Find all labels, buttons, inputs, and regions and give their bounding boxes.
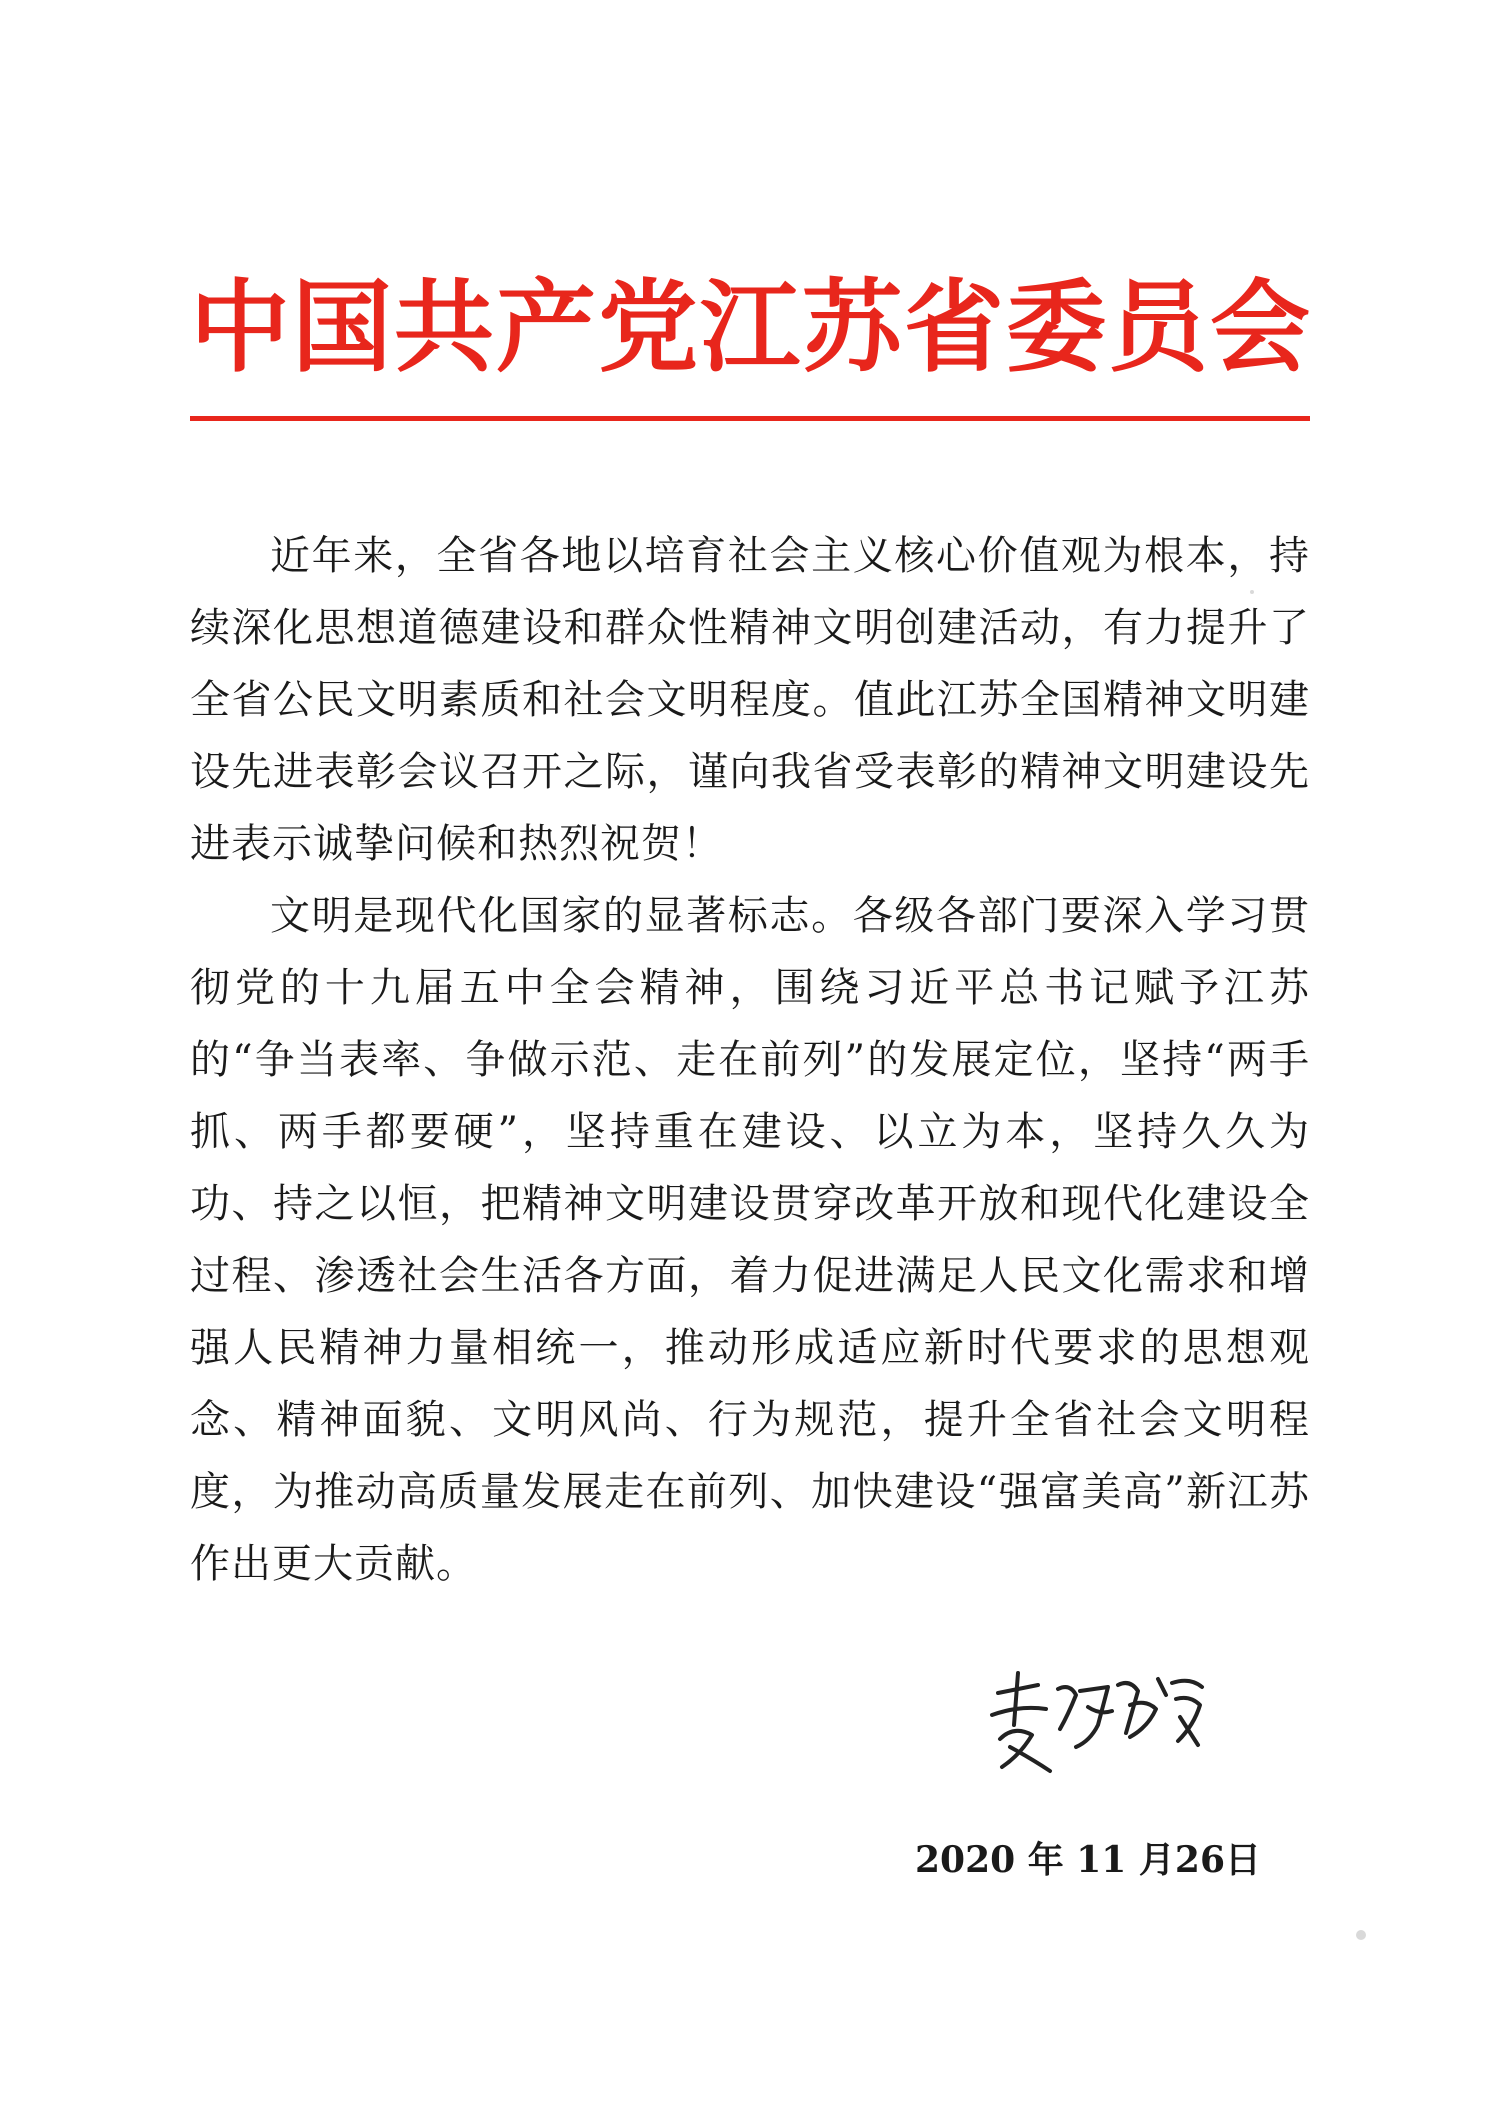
scan-speck [1356,1930,1366,1940]
handwritten-signature-icon [980,1655,1210,1785]
signature-date: 2020 年 11 月26日 [915,1839,1261,1881]
scan-speck [1250,590,1254,594]
letterhead-red-rule [190,416,1310,421]
paragraph-2: 文明是现代化国家的显著标志。各级各部门要深入学习贯彻党的十九届五中全会精神，围绕习近平总书记赋予江苏的“争当表率、争做示范、走在前列”的发展定位，坚持“两手抓、两手都要硬”，坚持重在建设、以立为本，坚持久久为功、持之以恒，把精神文明建设贯穿改革开放和现代化建设全过程、渗透社会生活各方面，着力促进满足人民文化需求和增强人民精神力量相统一，推动形成适应新时代要求的思想观念、精神面貌、文明风尚、行为规范，提升全省社会文明程度，为推动高质量发展走在前列、加快建设“强富美高”新江苏作出更大贡献。 [190,893,1310,1587]
paragraph-1: 近年来，全省各地以培育社会主义核心价值观为根本，持续深化思想道德建设和群众性精神文明创建活动，有力提升了全省公民文明素质和社会文明程度。值此江苏全国精神文明建设先进表彰会议召开之际，谨向我省受表彰的精神文明建设先进表示诚挚问候和热烈祝贺！ [190,533,1310,867]
letterhead-title: 中国共产党江苏省委员会 [190,268,1312,386]
letter-body [190,520,1310,1600]
